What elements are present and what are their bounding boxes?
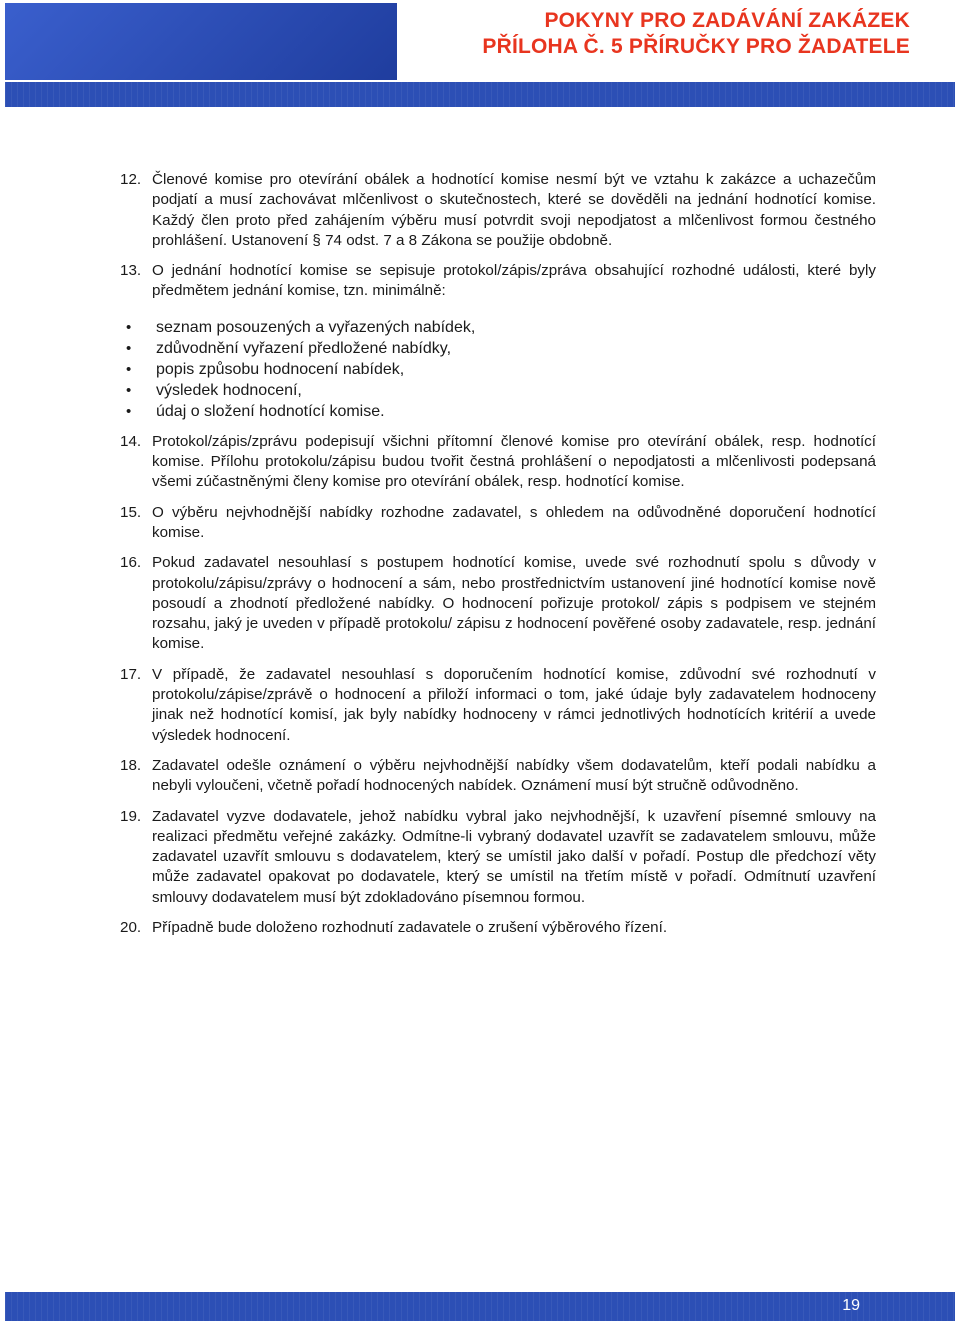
bullet-text: seznam posouzených a vyřazených nabídek,: [156, 318, 476, 336]
footer-bar: [5, 1292, 955, 1321]
item-number: 16.: [120, 554, 142, 572]
bullet-text: zdůvodnění vyřazení předložené nabídky,: [156, 339, 452, 357]
list-item: [120, 807, 876, 908]
document-header-title: [482, 8, 910, 60]
bullet-item: [0, 401, 960, 422]
list-item: [120, 432, 876, 493]
item-text: Případně bude doloženo rozhodnutí zadavatele o zrušení výběrového řízení.: [152, 919, 668, 937]
bullet-icon: •: [126, 402, 132, 420]
bullet-item: [0, 380, 960, 401]
list-item: [120, 665, 876, 746]
item-text: O jednání hodnotící komise se sepisuje protokol/zápis/zpráva obsahující rozhodné události, které byly předmětem jednání komise, tzn. minimálně:: [152, 262, 876, 300]
item-text: Pokud zadavatel nesouhlasí s postupem hodnotící komise, uvede své rozhodnutí spolu s důvody v protokolu/zápisu/zprávy o hodnocení a sám, nebo prostřednictvím ustanovení jiné hodnotící komise nově posoudí a zhodnotí předložené nabídky. O hodnocení pořizuje protokol/ zápis s podpisem ve stejném rozsahu, jaký je uveden v případě protokolu/ zápisu z hodnocení pověřené osoby zadavatele, resp. jednání komise.: [152, 554, 876, 653]
list-item: [120, 503, 876, 544]
item-text: Protokol/zápis/zprávu podepisují všichni přítomní členové komise pro otevírání obálek, resp. hodnotící komise. Přílohu protokolu/zápisu budou tvořit čestná prohlášení o nepodjatosti a mlčenlivosti podepsaná všemi zúčastněnými členy komise pro otevírání obálek, resp. hodnotící komise.: [152, 432, 876, 491]
item-number: 13.: [120, 262, 142, 280]
bullet-icon: •: [126, 318, 132, 336]
item-number: 19.: [120, 807, 142, 825]
document-body: [0, 170, 960, 948]
list-item: [120, 756, 876, 797]
bullet-item: [0, 338, 960, 359]
item-number: 12.: [120, 171, 142, 188]
item-text: Členové komise pro otevírání obálek a hodnotící komise nesmí být ve vztahu k zakázce a uchazečům podjatí a musí zachovávat mlčenlivost o skutečnostech, které se dověděli na jednání hodnotící komise. Každý člen proto před zahájením výběru musí potvrdit svoji nepodjatost a mlčenlivost formou čestného prohlášení. Ustanovení § 74 odst. 7 a 8 Zákona se použije obdobně.: [152, 171, 876, 249]
list-item: [120, 918, 876, 938]
header-title-line-2: PŘÍLOHA Č. 5 PŘÍRUČKY PRO ŽADATELE: [482, 35, 910, 58]
bullet-icon: •: [126, 339, 132, 357]
page-number: 19: [842, 1297, 860, 1314]
bullet-item: [0, 359, 960, 380]
list-item: [120, 553, 876, 654]
list-item: [120, 261, 876, 302]
bullet-icon: •: [126, 360, 132, 378]
bullet-list: [0, 317, 960, 422]
bullet-text: popis způsobu hodnocení nabídek,: [156, 360, 405, 378]
bullet-text: výsledek hodnocení,: [156, 381, 302, 399]
bullet-icon: •: [126, 381, 132, 399]
item-text: Zadavatel vyzve dodavatele, jehož nabídku vybral jako nejvhodnější, k uzavření písemné smlouvy na realizaci předmětu veřejné zakázky. Odmítne-li vybraný dodavatel uzavřít se zadavatelem smlouvu, může zadavatel uzavřít smlouvu s dodavatelem, který se umístil jako další v pořadí. Postup dle předchozí věty může zadavatel opakovat po dodavatele, který se umístil na třetím místě v pořadí. Odmítnutí uzavření smlouvy dodavatelem musí být zdokladováno písemnou formou.: [152, 807, 876, 906]
item-text: Zadavatel odešle oznámení o výběru nejvhodnější nabídky všem dodavatelům, kteří podali nabídku a nebyli vyloučeni, včetně pořadí hodnocených nabídek. Oznámení musí být stručně odůvodněno.: [152, 756, 876, 795]
item-text: V případě, že zadavatel nesouhlasí s doporučením hodnotící komise, zdůvodní své rozhodnutí v protokolu/zápise/zprávě o hodnocení a přiloží informaci o tom, jaké údaje byly zadavatelem hodnoceny jinak než hodnotící komisí, jak byly nabídky hodnoceny v rámci jednotlivých hodnotících kritérií a uvede výsledek hodnocení.: [152, 665, 876, 744]
item-number: 15.: [120, 503, 142, 521]
item-number: 17.: [120, 665, 142, 683]
bullet-item: [0, 317, 960, 338]
header-divider-bar: [5, 82, 955, 107]
header-title-line-1: POKYNY PRO ZADÁVÁNÍ ZAKÁZEK: [544, 9, 910, 32]
item-number: 20.: [120, 919, 142, 937]
item-number: 18.: [120, 756, 142, 774]
item-text: O výběru nejvhodnější nabídky rozhodne zadavatel, s ohledem na odůvodněné doporučení hodnotící komise.: [152, 503, 876, 541]
list-item: [120, 170, 876, 251]
header-logo-block: [5, 3, 397, 80]
bullet-text: údaj o složení hodnotící komise.: [156, 402, 385, 420]
item-number: 14.: [120, 432, 142, 450]
